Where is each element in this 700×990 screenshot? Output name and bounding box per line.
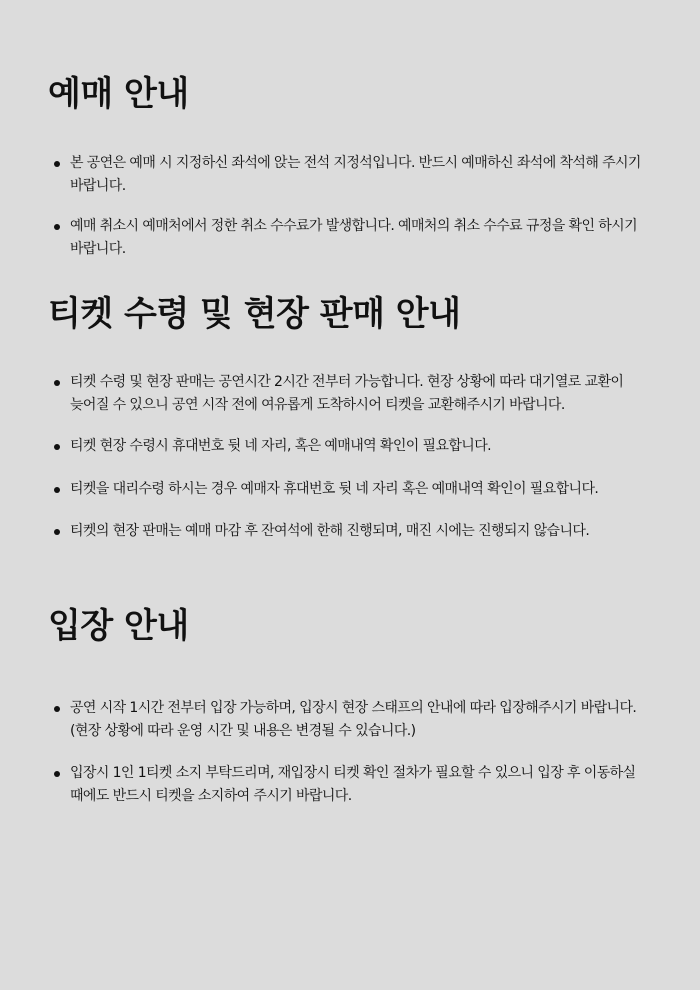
bullet-icon <box>54 444 60 450</box>
bullet-icon <box>54 224 60 230</box>
list-item-text: 티켓의 현장 판매는 예매 마감 후 잔여석에 한해 진행되며, 매진 시에는 진행되지 않습니다. <box>70 523 590 539</box>
list-item-text: 공연 시작 1시간 전부터 입장 가능하며, 입장시 현장 스태프의 안내에 따라 입장해주시기 바랍니다. (현장 상황에 따라 운영 시간 및 내용은 변경될 수 있습니다.) <box>70 700 637 739</box>
list-item <box>54 215 654 261</box>
list-item-text: 티켓 수령 및 현장 판매는 공연시간 2시간 전부터 가능합니다. 현장 상황에 따라 대기열로 교환이 늦어질 수 있으니 공연 시작 전에 여유롭게 도착하시어 티켓을 교환해주시기 바랍니다. <box>70 374 624 413</box>
bullet-icon <box>54 529 60 535</box>
list-item-text: 입장시 1인 1티켓 소지 부탁드리며, 재입장시 티켓 확인 절차가 필요할 수 있으니 입장 후 이동하실 때에도 반드시 티켓을 소지하여 주시기 바랍니다. <box>70 765 636 804</box>
list-item <box>54 697 654 743</box>
bullet-icon <box>54 380 60 386</box>
list-item-text: 예매 취소시 예매처에서 정한 취소 수수료가 발생합니다. 예매처의 취소 수수료 규정을 확인 하시기 바랍니다. <box>70 218 638 257</box>
bullet-icon <box>54 487 60 493</box>
list-item <box>54 152 654 198</box>
bullet-icon <box>54 161 60 167</box>
list-item <box>54 435 654 458</box>
section-title-ticket: 티켓 수령 및 현장 판매 안내 <box>48 294 461 334</box>
section-title-entry: 입장 안내 <box>48 606 189 646</box>
bullet-icon <box>54 771 60 777</box>
list-item <box>54 520 654 543</box>
list-item <box>54 371 654 417</box>
list-item-text: 티켓 현장 수령시 휴대번호 뒷 네 자리, 혹은 예매내역 확인이 필요합니다. <box>70 438 491 454</box>
bullet-icon <box>54 706 60 712</box>
list-item <box>54 762 654 808</box>
list-item <box>54 478 654 501</box>
list-item-text: 본 공연은 예매 시 지정하신 좌석에 앉는 전석 지정석입니다. 반드시 예매하신 좌석에 착석해 주시기 바랍니다. <box>70 155 641 194</box>
section-title-reservation: 예매 안내 <box>48 74 189 114</box>
list-item-text: 티켓을 대리수령 하시는 경우 예매자 휴대번호 뒷 네 자리 혹은 예매내역 확인이 필요합니다. <box>70 481 599 497</box>
